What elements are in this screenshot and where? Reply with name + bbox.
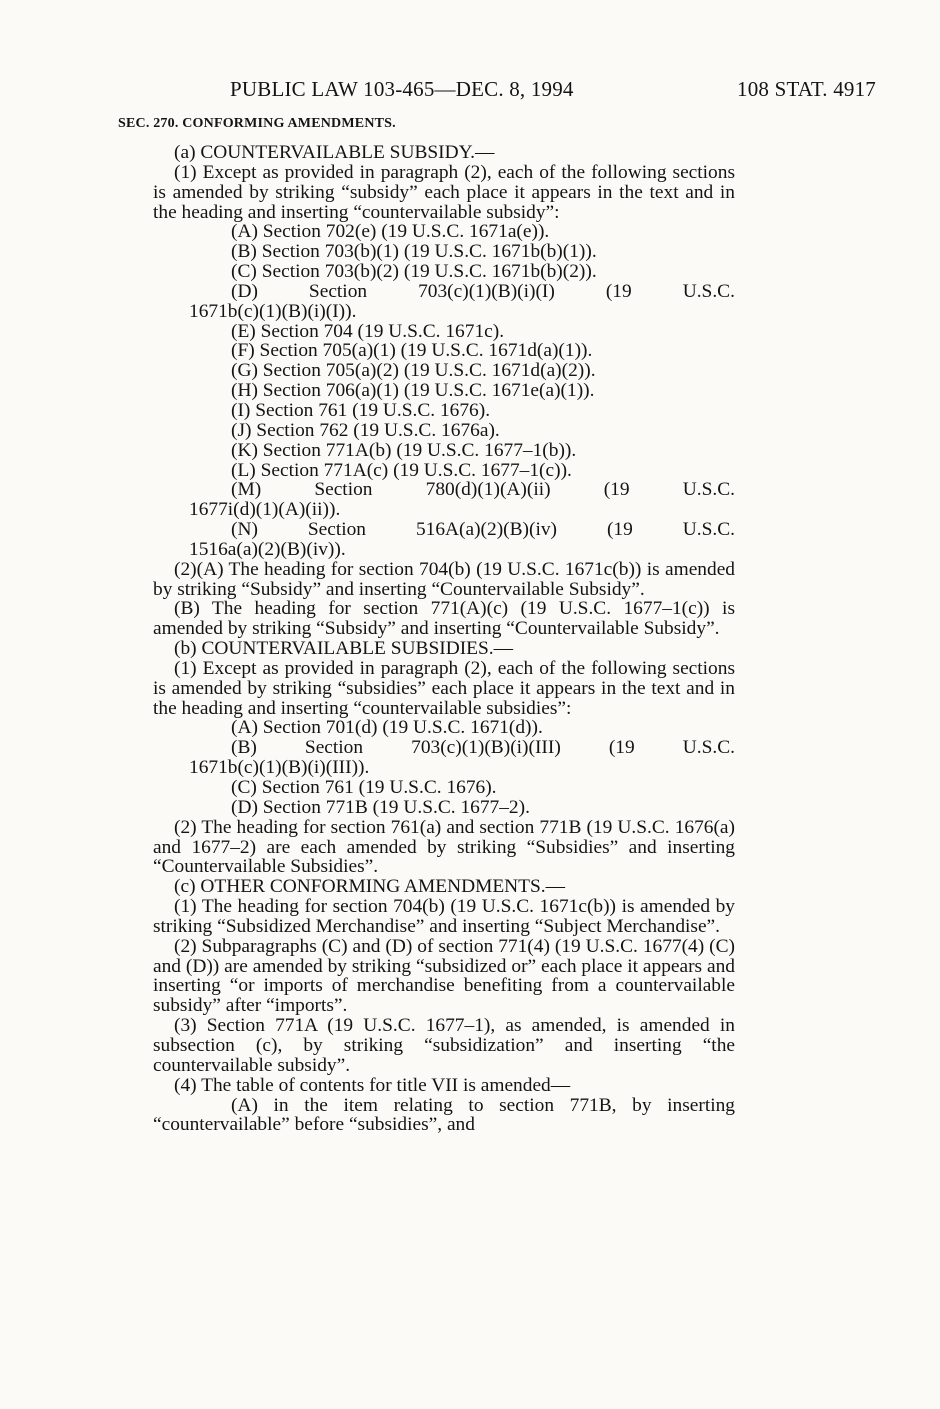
list-item: (K) Section 771A(b) (19 U.S.C. 1677–1(b)). xyxy=(231,439,577,461)
page-header xyxy=(230,74,876,104)
subsection-c-paragraph-3: (3) Section 771A (19 U.S.C. 1677–1), as amended, is amended in subsection (c), by striking “subsidization” and inserting “the countervailable subsidy”. xyxy=(153,1015,735,1076)
list-item: (J) Section 762 (19 U.S.C. 1676a). xyxy=(231,419,500,441)
list-item: (C) Section 761 (19 U.S.C. 1676). xyxy=(231,777,497,798)
subsection-c-paragraph-4: (4) The table of contents for title VII is amended— xyxy=(174,1074,571,1096)
list-item: (M) Section 780(d)(1)(A)(ii) (19 U.S.C. xyxy=(231,479,735,501)
section-heading: SEC. 270. CONFORMING AMENDMENTS. xyxy=(118,116,396,131)
list-item: (E) Section 704 (19 U.S.C. 1671c). xyxy=(231,320,505,342)
subsection-a-paragraph-2a: (2)(A) The heading for section 704(b) (19 U.S.C. 1671c(b)) is amended by striking “Subsidy” and inserting “Countervailable Subsidy”. xyxy=(153,558,735,600)
list-item-continuation: 1516a(a)(2)(B)(iv)). xyxy=(189,538,346,560)
subsection-b-paragraph-2: (2) The heading for section 761(a) and section 771B (19 U.S.C. 1676(a) and 1677–2) are each amended by striking “Subsidies” and inserting “Countervailable Subsidies”. xyxy=(153,816,735,878)
list-item-continuation: 1677i(d)(1)(A)(ii)). xyxy=(189,499,341,521)
list-item: (F) Section 705(a)(1) (19 U.S.C. 1671d(a)(1)). xyxy=(231,340,593,362)
list-item-continuation: 1671b(c)(1)(B)(i)(I)). xyxy=(189,300,357,322)
subsection-c-heading: (c) OTHER CONFORMING AMENDMENTS.— xyxy=(174,876,566,898)
subsection-a-heading: (a) COUNTERVAILABLE SUBSIDY.— xyxy=(174,142,495,163)
running-title: PUBLIC LAW 103-465—DEC. 8, 1994 xyxy=(230,77,574,101)
list-item: (D) Section 771B (19 U.S.C. 1677–2). xyxy=(231,796,530,818)
subsection-b-heading: (b) COUNTERVAILABLE SUBSIDIES.— xyxy=(174,638,514,660)
list-item: (I) Section 761 (19 U.S.C. 1676). xyxy=(231,399,491,421)
subsection-a-paragraph-1: (1) Except as provided in paragraph (2), each of the following sections is amended by striking “subsidy” each place it appears in the text and in the heading and inserting “countervailable subsidy”: xyxy=(153,161,735,223)
subsection-a-paragraph-2b: (B) The heading for section 771(A)(c) (19 U.S.C. 1677–1(c)) is amended by striking “Subsidy” and inserting “Countervailable Subsidy”. xyxy=(153,598,735,640)
subsection-c-paragraph-1: (1) The heading for section 704(b) (19 U.S.C. 1671c(b)) is amended by striking “Subsidized Merchandise” and inserting “Subject Merchandise”. xyxy=(153,896,735,937)
list-item: (H) Section 706(a)(1) (19 U.S.C. 1671e(a)(1)). xyxy=(231,380,595,402)
list-item: (G) Section 705(a)(2) (19 U.S.C. 1671d(a)(2)). xyxy=(231,360,596,382)
subsection-b-paragraph-1: (1) Except as provided in paragraph (2), each of the following sections is amended by striking “subsidies” each place it appears in the text and in the heading and inserting “countervailable subsidies”: xyxy=(153,657,735,719)
list-item: (B) Section 703(b)(1) (19 U.S.C. 1671b(b)(1)). xyxy=(231,241,597,263)
list-item: (A) Section 702(e) (19 U.S.C. 1671a(e)). xyxy=(231,221,550,243)
list-item: (D) Section 703(c)(1)(B)(i)(I) (19 U.S.C. xyxy=(231,280,735,302)
list-item: (B) Section 703(c)(1)(B)(i)(III) (19 U.S.C. xyxy=(231,737,735,759)
subsection-c-paragraph-4a: (A) in the item relating to section 771B, by inserting “countervailable” before “subsidies”, and xyxy=(153,1094,735,1136)
list-item: (A) Section 701(d) (19 U.S.C. 1671(d)). xyxy=(231,717,543,739)
list-item-continuation: 1671b(c)(1)(B)(i)(III)). xyxy=(189,757,370,779)
list-item: (C) Section 703(b)(2) (19 U.S.C. 1671b(b)(2)). xyxy=(231,261,597,283)
body-text xyxy=(153,143,735,1135)
list-item: (L) Section 771A(c) (19 U.S.C. 1677–1(c)). xyxy=(231,459,572,481)
subsection-c-paragraph-2: (2) Subparagraphs (C) and (D) of section 771(4) (19 U.S.C. 1677(4) (C) and (D)) are amended by striking “subsidized or” each place it appears and inserting “or imports of merchandise benefiting from a countervailable subsidy” after “imports”. xyxy=(153,935,735,1017)
page-number: 108 STAT. 4917 xyxy=(737,77,876,101)
list-item: (N) Section 516A(a)(2)(B)(iv) (19 U.S.C. xyxy=(231,519,735,541)
